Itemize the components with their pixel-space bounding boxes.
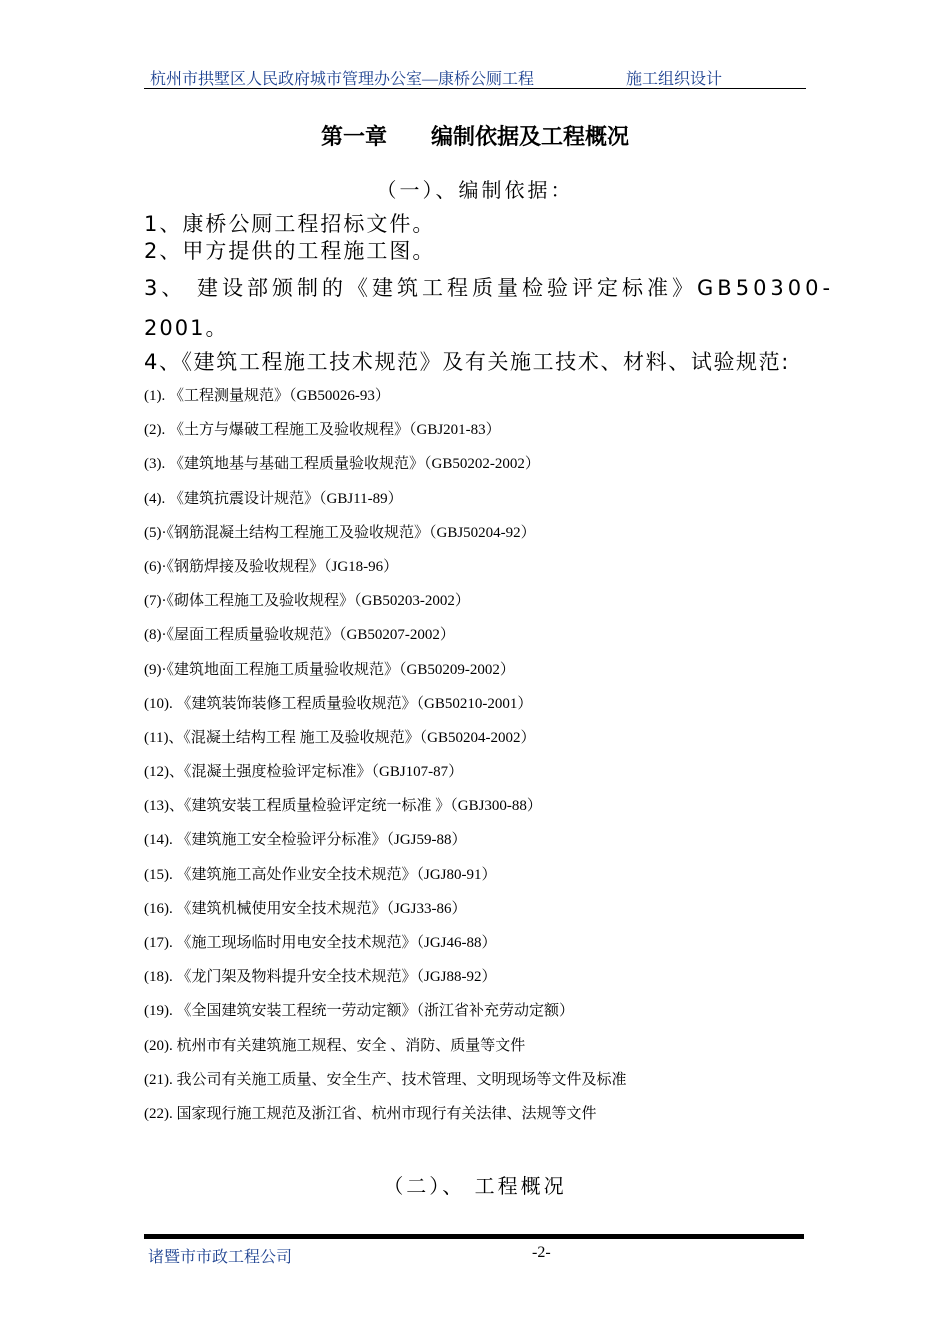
section-title-basis: （一）、编制依据： <box>376 178 574 202</box>
standard-item-21: (21). 我公司有关施工质量、安全生产、技术管理、文明现场等文件及标准 <box>144 1071 627 1088</box>
standard-item-4: (4). 《建筑抗震设计规范》（GBJ11-89） <box>144 490 403 507</box>
standards-list <box>144 385 627 1137</box>
basis-item-1: 1、康桥公厕工程招标文件。 <box>144 212 436 236</box>
standard-item-15: (15). 《建筑施工高处作业安全技术规范》（JGJ80-91） <box>144 866 497 883</box>
standard-item-7: (7)·《砌体工程施工及验收规程》（GB50203-2002） <box>144 593 470 610</box>
standard-item-14: (14). 《建筑施工安全检验评分标准》（JGJ59-88） <box>144 832 467 849</box>
standard-item-3: (3). 《建筑地基与基础工程质量验收规范》（GB50202-2002） <box>144 456 540 473</box>
header-project-title: 杭州市拱墅区人民政府城市管理办公室—康桥公厕工程 <box>150 71 535 88</box>
standard-item-2: (2). 《土方与爆破工程施工及验收规程》（GBJ201-83） <box>144 422 501 439</box>
standard-item-10: (10). 《建筑装饰装修工程质量验收规范》（GB50210-2001） <box>144 695 533 712</box>
standard-item-13: (13)、《建筑安装工程质量检验评定统一标准 》（GBJ300-88） <box>144 798 542 815</box>
standard-item-12: (12)、《混凝土强度检验评定标准》（GBJ107-87） <box>144 764 464 781</box>
standard-item-9: (9)·《建筑地面工程施工质量验收规范》（GB50209-2002） <box>144 661 515 678</box>
basis-item-3-text: 3、 建设部颁制的《建筑工程质量检验评定标准》GB50300- <box>144 276 835 300</box>
basis-item-2: 2、甲方提供的工程施工图。 <box>144 239 436 263</box>
footer-divider <box>144 1234 804 1239</box>
standard-item-8: (8)·《屋面工程质量验收规范》（GB50207-2002） <box>144 627 455 644</box>
footer-company: 诸暨市市政工程公司 <box>148 1249 293 1266</box>
standard-item-19: (19). 《全国建筑安装工程统一劳动定额》（浙江省补充劳动定额） <box>144 1003 574 1020</box>
section-title-overview: （二）、 工程概况 <box>383 1174 567 1198</box>
standard-item-6: (6)·《钢筋焊接及验收规程》（JG18-96） <box>144 558 399 575</box>
basis-item-3-line-2: 2001。 <box>144 316 229 340</box>
standard-item-17: (17). 《施工现场临时用电安全技术规范》（JGJ46-88） <box>144 935 497 951</box>
page-header <box>144 64 806 89</box>
standard-item-5: (5)·《钢筋混凝土结构工程施工及验收规范》（GBJ50204-92） <box>144 524 536 541</box>
standard-item-22: (22). 国家现行施工规范及浙江省、杭州市现行有关法律、法规等文件 <box>144 1105 597 1122</box>
chapter-title: 第一章 编制依据及工程概况 <box>320 125 629 150</box>
standard-item-11: (11)、《混凝土结构工程 施工及验收规范》（GB50204-2002） <box>144 729 536 746</box>
basis-item-4: 4、《建筑工程施工技术规范》及有关施工技术、材料、试验规范: <box>144 350 790 374</box>
basis-item-3-line-1 <box>144 272 835 302</box>
basis-item-3 <box>144 272 835 302</box>
standard-item-20: (20). 杭州市有关建筑施工规程、安全 、消防、质量等文件 <box>144 1037 526 1054</box>
page-number: -2- <box>532 1244 551 1261</box>
standard-item-1: (1). 《工程测量规范》（GB50026-93） <box>144 388 390 404</box>
standard-item-16: (16). 《建筑机械使用安全技术规范》（JGJ33-86） <box>144 900 467 917</box>
header-document-type: 施工组织设计 <box>626 71 723 88</box>
standard-item-18: (18). 《龙门架及物料提升安全技术规范》（JGJ88-92） <box>144 969 497 986</box>
